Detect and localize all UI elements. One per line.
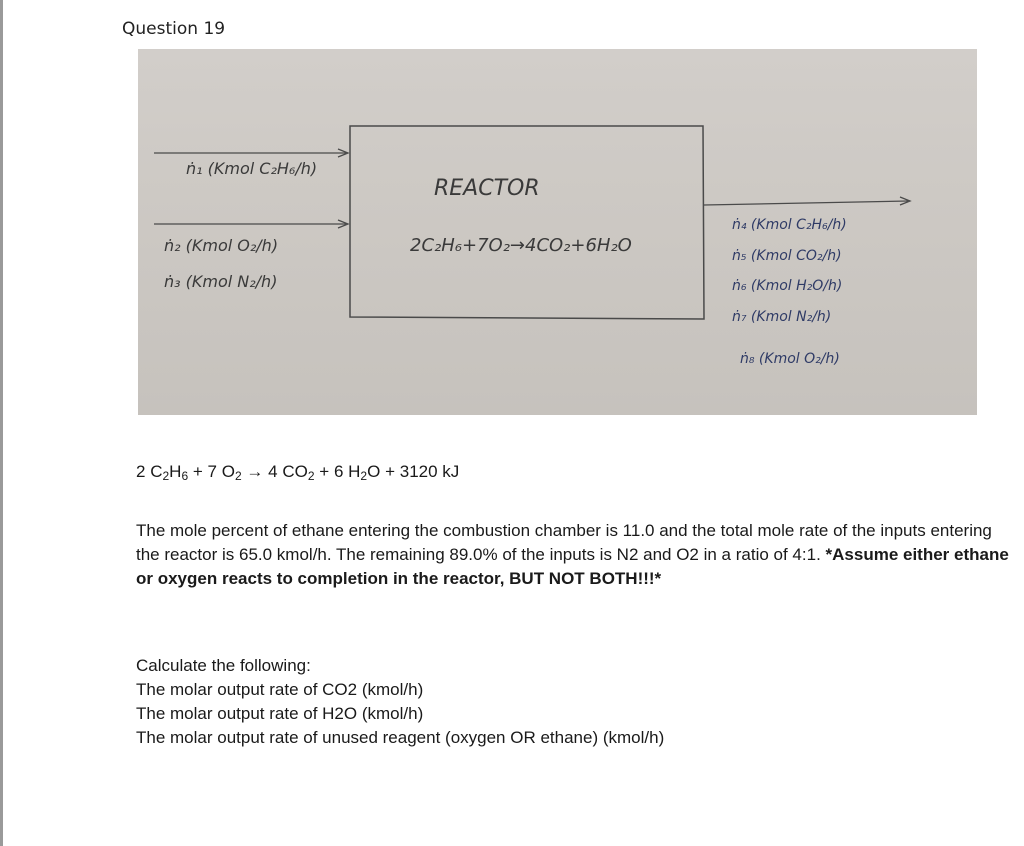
- output-stream-5: ṅ₅ (Kmol CO₂/h): [732, 248, 842, 264]
- output-stream-6: ṅ₆ (Kmol H₂O/h): [732, 278, 843, 294]
- output-arrow: [704, 201, 908, 205]
- output-stream-7: ṅ₇ (Kmol N₂/h): [732, 309, 832, 325]
- reactor-diagram-photo: [138, 49, 977, 415]
- reactor-label: REACTOR: [434, 176, 540, 201]
- question-title: Question 19: [122, 19, 226, 39]
- input-stream-1: ṅ₁ (Kmol C₂H₆/h): [186, 159, 318, 178]
- reaction-handwritten: 2C₂H₆+7O₂→4CO₂+6H₂O: [410, 235, 632, 256]
- calculate-intro: Calculate the following:: [136, 656, 311, 675]
- output-stream-4: ṅ₄ (Kmol C₂H₆/h): [732, 217, 847, 233]
- output-stream-8: ṅ₈ (Kmol O₂/h): [740, 351, 840, 367]
- calculate-item-unused-reagent: The molar output rate of unused reagent (oxygen OR ethane) (kmol/h): [136, 728, 665, 747]
- calculate-item-co2: The molar output rate of CO2 (kmol/h): [136, 680, 424, 699]
- input-stream-2: ṅ₂ (Kmol O₂/h): [164, 236, 279, 255]
- calculation-prompts: [136, 654, 996, 750]
- input-stream-3: ṅ₃ (Kmol N₂/h): [164, 272, 278, 291]
- page-left-border: [0, 0, 3, 846]
- reaction-equation: 2 $C_2H_6 + 7$ $O_2 \to 4$ $CO_2 + 6$ $H_2O + 3120$ kJ: [136, 462, 460, 483]
- problem-text: The mole percent of ethane entering the combustion chamber is 11.0 and the total mole rate of the inputs entering the reactor is 65.0 kmol/h. The remaining 89.0% of the inputs is N2 and O2 in a ratio of 4:1.: [136, 521, 992, 564]
- problem-assumption: *Assume either ethane or oxygen reacts to completion in the reactor, BUT NOT BOTH!!!*: [136, 545, 1009, 588]
- problem-statement: [136, 519, 1016, 591]
- calculate-item-h2o: The molar output rate of H2O (kmol/h): [136, 704, 424, 723]
- reactor-box: [350, 126, 704, 319]
